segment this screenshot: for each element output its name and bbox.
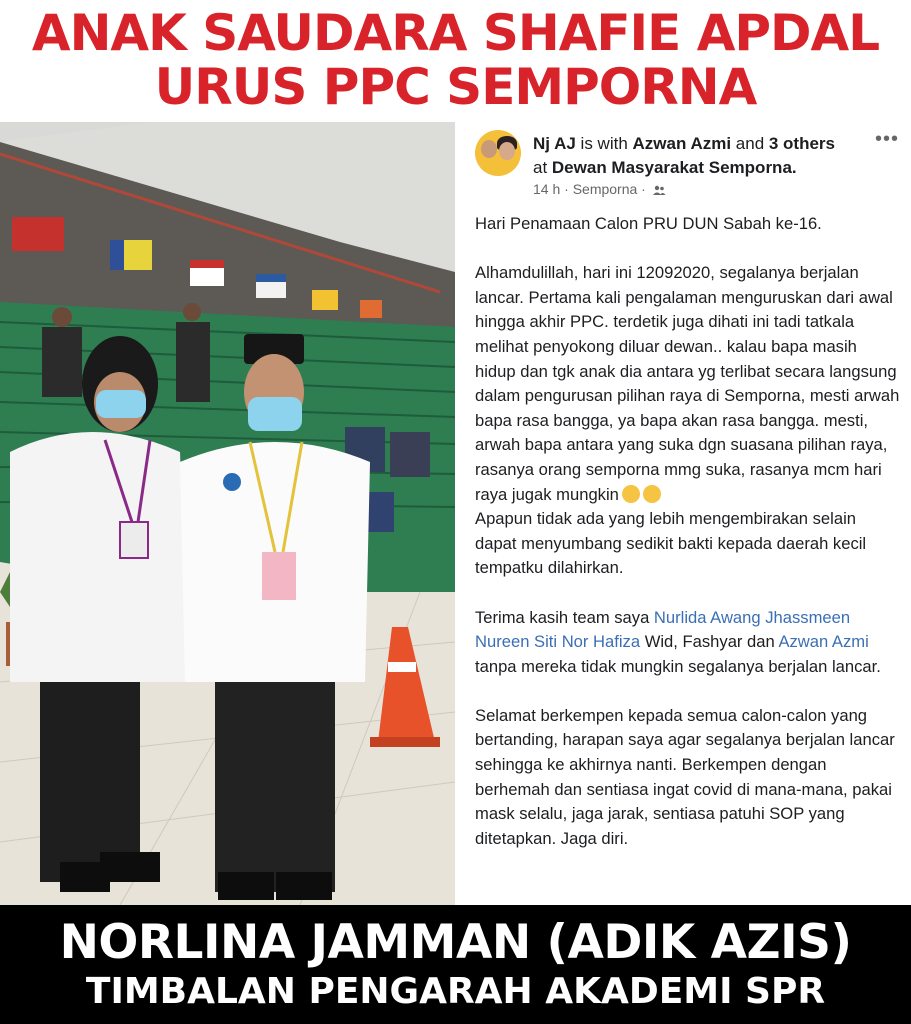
- tagged-name[interactable]: Azwan Azmi: [632, 134, 732, 153]
- flag-1-icon: [12, 217, 64, 251]
- paragraph-3-pre: Terima kasih team saya: [475, 607, 654, 627]
- caption-line-1: NORLINA JAMMAN (ADIK AZIS): [59, 915, 852, 970]
- avatar[interactable]: [475, 130, 521, 176]
- paragraph-3-mid: Wid, Fashyar dan: [640, 632, 779, 652]
- post-body: [475, 212, 900, 851]
- more-options-icon[interactable]: •••: [875, 128, 900, 150]
- event-photo: [0, 122, 455, 905]
- paragraph-3: [475, 606, 900, 680]
- facebook-post: [455, 122, 911, 905]
- flag-5-icon: [312, 290, 338, 310]
- grin-sweat-emoji-icon: [622, 485, 640, 503]
- headline-banner: [0, 0, 911, 122]
- headline-line-1: ANAK SAUDARA SHAFIE APDAL: [31, 4, 880, 62]
- blush-emoji-icon: [643, 485, 661, 503]
- paragraph-1: Hari Penamaan Calon PRU DUN Sabah ke-16.: [475, 214, 822, 233]
- author-name[interactable]: Nj AJ: [533, 134, 576, 153]
- paragraph-4: Selamat berkempen kepada semua calon-calon yang bertanding, harapan saya agar segalanya berjalan lancar sehingga ke akhirnya nanti. Berkempen dengan berhemah dan sentiasa ingat covid di mana-mana, pakai mask selalu, jaga jarak, sentiasa patuhi SOP yang ditetapkan. Jaga diri.: [475, 705, 895, 848]
- headline-line-2: URUS PPC SEMPORNA: [154, 58, 757, 116]
- team-tags-link[interactable]: Nurlida Awang Jhassmeen Nureen Siti Nor Hafiza: [475, 607, 851, 652]
- paragraph-2: [475, 261, 900, 507]
- friends-icon: [652, 185, 666, 195]
- with-text: is with: [575, 134, 633, 153]
- caption-bar: [0, 905, 911, 1024]
- post-header: [533, 132, 853, 180]
- paragraph-2b: Apapun tidak ada yang lebih mengembirakan selain dapat menyumbang sedikit bakti kepada daerah kecil tempatku dilahirkan.: [475, 509, 867, 578]
- and-text: and: [731, 134, 769, 153]
- caption-line-2: TIMBALAN PENGARAH AKADEMI SPR: [85, 971, 826, 1012]
- paragraph-2-text: Alhamdulillah, hari ini 12092020, segalanya berjalan lancar. Pertama kali pengalaman menguruskan dari awal hingga akhir PPC. terdetik juga dihati ini tadi tatkala melihat penyokong diluar dewan.. kalau bapa masih hidup dan tgk anak dia antara yg terlibat secara langsung dalam pengurusan pilihan raya di Semporna, mesti arwah bapa rasa bangga, ya bapa akan rasa bangga. mesti, arwah bapa antara yang suka dgn suasana pilihan raya, rasanya orang semporna mmg suka, rasanya mcm hari raya jugak mungkin: [475, 263, 900, 504]
- paragraph-3-post: tanpa mereka tidak mungkin segalanya berjalan lancar.: [475, 656, 881, 676]
- photo-illustration: [0, 122, 455, 905]
- post-meta: [533, 181, 666, 197]
- others-link[interactable]: 3 others: [768, 134, 836, 153]
- flag-6-icon: [360, 300, 382, 318]
- post-meta-text: 14 h · Semporna ·: [533, 181, 646, 197]
- azwan-azmi-link[interactable]: Azwan Azmi: [778, 632, 869, 652]
- location-link[interactable]: Dewan Masyarakat Semporna.: [551, 158, 797, 177]
- at-text: at: [533, 158, 552, 177]
